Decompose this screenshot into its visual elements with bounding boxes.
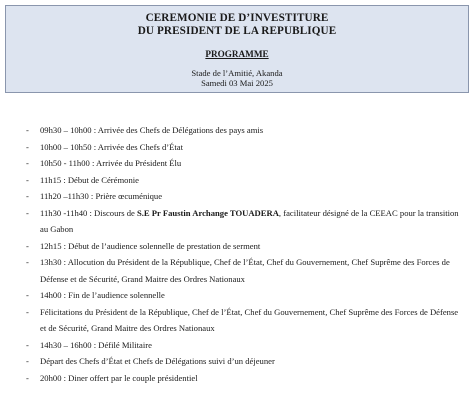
- event-item: [26, 353, 466, 370]
- list-dash: -: [26, 339, 29, 350]
- list-dash: -: [26, 125, 29, 135]
- venue-text: Stade de l’Amitié, Akanda: [191, 68, 283, 78]
- list-dash: -: [26, 191, 29, 201]
- event-text: 11h15 : Début de Cérémonie: [40, 174, 139, 185]
- event-item: [26, 172, 466, 189]
- title-line-2: DU PRESIDENT DE LA REPUBLIQUE: [137, 25, 337, 37]
- event-text: 12h15 : Début de l’audience solennelle de prestation de serment: [40, 240, 261, 251]
- event-item: [26, 205, 466, 238]
- event-text-pre: 11h30 -11h40 : Discours de: [40, 207, 137, 218]
- list-dash: -: [26, 174, 29, 185]
- list-dash: -: [26, 141, 29, 152]
- list-dash: -: [26, 290, 29, 300]
- title-line-1: CEREMONIE DE D’INVESTITURE: [145, 12, 329, 24]
- event-text-post: , facilitateur désigné de la CEEAC pour la transition au Gabon: [40, 207, 459, 234]
- event-text: 10h50 - 11h00 : Arrivée du Président Élu: [40, 158, 182, 168]
- event-item: [26, 337, 466, 354]
- event-text: 10h00 – 10h50 : Arrivée des Chefs d’État: [40, 141, 183, 152]
- event-item: [26, 139, 466, 156]
- list-dash: -: [26, 306, 29, 317]
- event-text: Félicitations du Président de la République, Chef de l’État, Chef du Gouvernement, Chef Suprême des Forces de Défense et de Sécurité, Grand Maitre des Ordres Nationaux: [40, 306, 459, 333]
- event-item: [26, 238, 466, 255]
- event-text: 13h30 : Allocution du Président de la République, Chef de l’État, Chef du Gouvernement, Chef Suprême des Forces de Défense et de Sécurité, Grand Maitre des Ordres Nationaux: [40, 257, 450, 284]
- event-item: [26, 155, 466, 172]
- list-dash: -: [26, 158, 29, 168]
- programme-heading: PROGRAMME: [205, 49, 269, 59]
- event-item: [26, 122, 466, 139]
- event-item: [26, 304, 466, 337]
- event-text: 20h00 : Diner offert par le couple présidentiel: [40, 372, 198, 383]
- event-text: [40, 208, 459, 235]
- event-text: 11h20 –11h30 : Prière œcuménique: [40, 191, 163, 201]
- list-dash: -: [26, 240, 29, 251]
- speaker-name: S.E Pr Faustin Archange TOUADERA: [137, 207, 279, 218]
- list-dash: -: [26, 372, 29, 383]
- date-text: Samedi 03 Mai 2025: [201, 78, 273, 88]
- event-item: [26, 188, 466, 205]
- event-text: 14h30 – 16h00 : Défilé Militaire: [40, 339, 152, 350]
- header-box: [5, 5, 469, 93]
- event-text: Départ des Chefs d’État et Chefs de Délégations suivi d’un déjeuner: [40, 356, 275, 366]
- list-dash: -: [26, 356, 29, 366]
- list-dash: -: [26, 207, 29, 218]
- event-text: 09h30 – 10h00 : Arrivée des Chefs de Délégations des pays amis: [40, 125, 264, 135]
- list-dash: -: [26, 257, 29, 267]
- event-item: [26, 254, 466, 287]
- event-list: [26, 122, 466, 386]
- event-text: 14h00 : Fin de l’audience solennelle: [40, 290, 165, 300]
- event-item: [26, 287, 466, 304]
- event-item: [26, 370, 466, 387]
